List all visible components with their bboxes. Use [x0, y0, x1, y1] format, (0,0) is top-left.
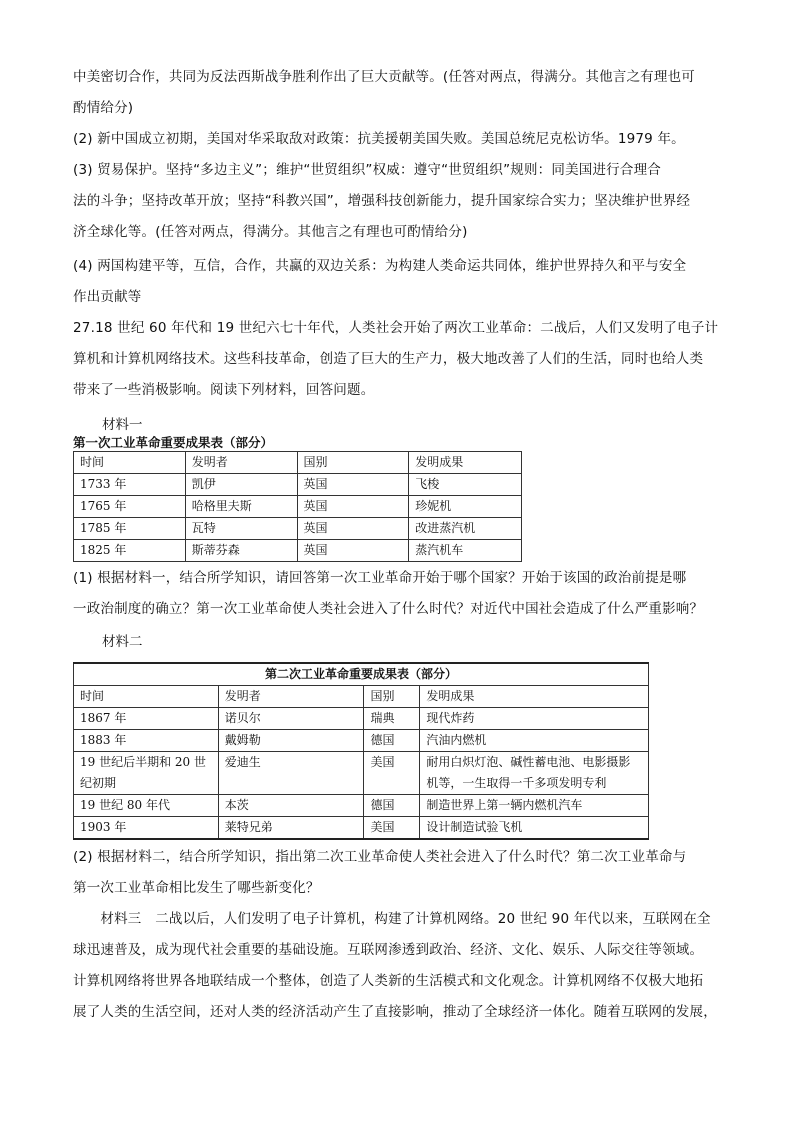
header-cell: 发明者: [218, 686, 364, 708]
header-cell: 国别: [297, 452, 409, 474]
text-line: 酌情给分): [73, 100, 134, 116]
table-row: [74, 518, 522, 540]
text-line: 带来了一些消极影响。阅读下列材料，回答问题。: [73, 382, 375, 398]
text-line: (1) 根据材料一，结合所学知识，请回答第一次工业革命开始于哪个国家？开始于该国的政治前提是哪: [73, 570, 687, 586]
table-cell: 设计制造试验飞机: [420, 817, 649, 840]
table-cell: 1867 年: [74, 708, 219, 730]
table-row: [74, 752, 649, 795]
table-cell: 英国: [297, 474, 409, 496]
table-2-title: 第二次工业革命重要成果表（部分）: [74, 663, 649, 686]
table-cell: 蒸汽机车: [409, 540, 522, 562]
table-row: [74, 708, 649, 730]
table-header-row: [74, 452, 522, 474]
table-cell: 戴姆勒: [218, 730, 364, 752]
table-cell: 本茨: [218, 795, 364, 817]
question-27-intro: [73, 313, 723, 406]
answer-3: [73, 155, 723, 248]
material-1-label: 材料一: [102, 417, 143, 433]
table-cell: 耐用白炽灯泡、碱性蓄电池、电影摄影机等，一生取得一千多项发明专利: [420, 752, 649, 795]
table-cell: 珍妮机: [409, 496, 522, 518]
text-line: 济全球化等。(任答对两点，得满分。其他言之有理也可酌情给分): [73, 224, 468, 240]
table-cell: 英国: [297, 540, 409, 562]
text-line: 展了人类的生活空间，还对人类的经济活动产生了直接影响，推动了全球经济一体化。随着互联网的发展，: [73, 1004, 717, 1020]
table-row: [74, 817, 649, 840]
table-cell: 1883 年: [74, 730, 219, 752]
table-cell: 德国: [364, 730, 420, 752]
table-row: [74, 795, 649, 817]
table-cell: 美国: [364, 752, 420, 795]
table-cell: 德国: [364, 795, 420, 817]
answer-4: [73, 251, 723, 313]
text-line: 法的斗争；坚持改革开放；坚持“科教兴国”，增强科技创新能力，提升国家综合实力；坚决维护世界经: [73, 193, 691, 209]
text-line: 27.18 世纪 60 年代和 19 世纪六七十年代，人类社会开始了两次工业革命：二战后，人们又发明了电子计: [73, 320, 719, 336]
table-row: [74, 730, 649, 752]
table-cell: 莱特兄弟: [218, 817, 364, 840]
table-cell: 改进蒸汽机: [409, 518, 522, 540]
table-cell: 美国: [364, 817, 420, 840]
table-cell: 哈格里夫斯: [185, 496, 297, 518]
table-cell: 凯伊: [185, 474, 297, 496]
text-line: (3) 贸易保护。坚持“多边主义”；维护“世贸组织”权威：遵守“世贸组织”规则：同美国进行合理合: [73, 162, 661, 178]
material-2-label: 材料二: [102, 634, 143, 650]
table-cell: 斯蒂芬森: [185, 540, 297, 562]
answer-continuation: [73, 62, 723, 124]
table-2-caption-row: [74, 663, 649, 686]
table-cell: 19 世纪 80 年代: [74, 795, 219, 817]
text-line: 一政治制度的确立？第一次工业革命使人类社会进入了什么时代？对近代中国社会造成了什么严重影响？: [73, 601, 704, 617]
table-cell: 1733 年: [74, 474, 186, 496]
table-1: [73, 451, 522, 562]
question-27-2: [73, 842, 723, 904]
material-3: [73, 904, 723, 1028]
question-27-1: [73, 563, 723, 625]
table-2: [73, 662, 649, 840]
text-line: 球迅速普及，成为现代社会重要的基础设施。互联网渗透到政治、经济、文化、娱乐、人际交往等领域。: [73, 942, 704, 958]
text-line: (4) 两国构建平等，互信，合作，共赢的双边关系：为构建人类命运共同体，维护世界持久和平与安全: [73, 258, 687, 274]
table-cell: 英国: [297, 496, 409, 518]
header-cell: 国别: [364, 686, 420, 708]
table-cell: 爱迪生: [218, 752, 364, 795]
table-1-title: 第一次工业革命重要成果表（部分）: [73, 435, 274, 450]
table-cell: 现代炸药: [420, 708, 649, 730]
answer-2: [73, 124, 723, 155]
text-line: 计算机网络将世界各地联结成一个整体，创造了人类新的生活模式和文化观念。计算机网络不仅极大地拓: [73, 973, 704, 989]
table-cell: 1825 年: [74, 540, 186, 562]
table-cell: 1785 年: [74, 518, 186, 540]
header-cell: 发明成果: [409, 452, 522, 474]
header-cell: 时间: [74, 686, 219, 708]
table-cell: 汽油内燃机: [420, 730, 649, 752]
table-cell: 飞梭: [409, 474, 522, 496]
header-cell: 时间: [74, 452, 186, 474]
header-cell: 发明成果: [420, 686, 649, 708]
table-cell: 瓦特: [185, 518, 297, 540]
text-line: 作出贡献等: [73, 289, 142, 305]
text-line: 材料三 二战以后，人们发明了电子计算机，构建了计算机网络。20 世纪 90 年代以来，互联网在全: [73, 911, 711, 927]
table-cell: 1903 年: [74, 817, 219, 840]
table-cell: 1765 年: [74, 496, 186, 518]
table-header-row: [74, 686, 649, 708]
text-line: (2) 新中国成立初期，美国对华采取敌对政策：抗美援朝美国失败。美国总统尼克松访华。1979 年。: [73, 131, 685, 147]
text-line: 算机和计算机网络技术。这些科技革命，创造了巨大的生产力，极大地改善了人们的生活，同时也给人类: [73, 351, 704, 367]
text-line: (2) 根据材料二，结合所学知识，指出第二次工业革命使人类社会进入了什么时代？第二次工业革命与: [73, 849, 687, 865]
table-cell: 制造世界上第一辆内燃机汽车: [420, 795, 649, 817]
table-cell: 诺贝尔: [218, 708, 364, 730]
text-line: 中美密切合作，共同为反法西斯战争胜利作出了巨大贡献等。(任答对两点，得满分。其他言之有理也可: [73, 69, 695, 85]
table-row: [74, 474, 522, 496]
table-row: [74, 496, 522, 518]
table-cell: 英国: [297, 518, 409, 540]
header-cell: 发明者: [185, 452, 297, 474]
table-row: [74, 540, 522, 562]
table-cell: 19 世纪后半期和 20 世纪初期: [74, 752, 219, 795]
table-cell: 瑞典: [364, 708, 420, 730]
text-line: 第一次工业革命相比发生了哪些新变化？: [73, 880, 320, 896]
